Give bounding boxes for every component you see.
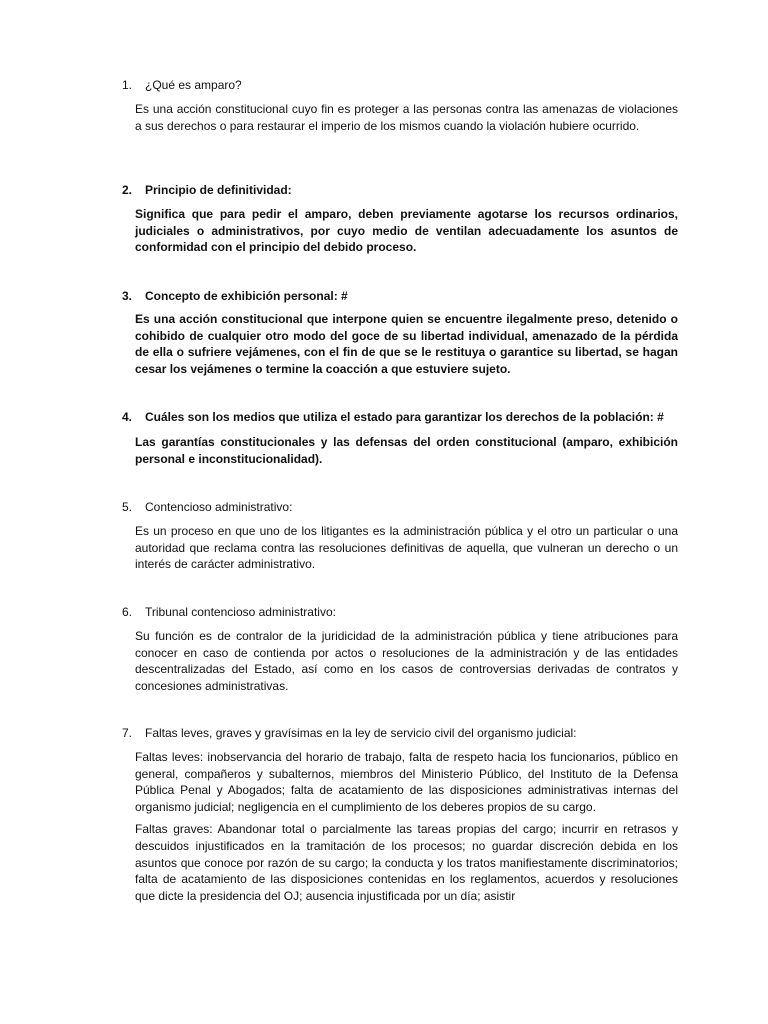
question-text: Tribunal contencioso administrativo: bbox=[145, 605, 336, 619]
question-3 bbox=[122, 288, 348, 304]
question-number: 7. bbox=[122, 726, 133, 740]
question-text: ¿Qué es amparo? bbox=[145, 78, 242, 92]
question-number: 6. bbox=[122, 605, 133, 619]
question-number: 3. bbox=[122, 289, 133, 303]
question-7 bbox=[122, 725, 577, 741]
answer-paragraph: Su función es de contralor de la juridicidad de la administración pública y tiene atribuciones para conocer en caso de contienda por actos o resoluciones de la administración y de las entidades descentralizadas del Estado, así como en los casos de controversias derivadas de contratos y concesiones administrativas. bbox=[135, 629, 678, 693]
answer-3 bbox=[135, 311, 678, 377]
answer-paragraph: Las garantías constitucionales y las defensas del orden constitucional (amparo, exhibición personal e inconstitucionalidad). bbox=[135, 435, 678, 466]
answer-2 bbox=[135, 206, 678, 256]
answer-paragraph: Es una acción constitucional cuyo fin es proteger a las personas contra las amenazas de violaciones a sus derechos o para restaurar el imperio de los mismos cuando la violación hubiere ocurrido. bbox=[135, 102, 678, 133]
question-number: 5. bbox=[122, 500, 133, 514]
answer-paragraph-leves: Faltas leves: inobservancia del horario de trabajo, falta de respeto hacia los funcionarios, público en general, compañeros y subalternos, miembros del Ministerio Público, del Instituto de la Defensa Pública Penal y Abogados; falta de acatamiento de las disposiciones administrativas internas del organismo judicial; negligencia en el cumplimiento de los deberes propios de su cargo. bbox=[135, 750, 678, 814]
answer-6 bbox=[135, 628, 678, 694]
question-text: Principio de definitividad: bbox=[145, 183, 292, 197]
answer-4 bbox=[135, 434, 678, 467]
question-text: Faltas leves, graves y gravísimas en la ley de servicio civil del organismo judicial: bbox=[145, 726, 577, 740]
question-number: 1. bbox=[122, 78, 133, 92]
answer-paragraph-graves: Faltas graves: Abandonar total o parcialmente las tareas propias del cargo; incurrir en retrasos y descuidos injustificados en la tramitación de los procesos; no guardar discreción debida en los asuntos que conoce por razón de su cargo; la conducta y los tratos manifiestamente discriminatorios; falta de acatamiento de las disposiciones contenidas en los reglamentos, acuerdos y resoluciones que dicte la presidencia del OJ; ausencia injustificada por un día; asistir bbox=[135, 822, 678, 903]
answer-5 bbox=[135, 523, 678, 573]
question-number: 2. bbox=[122, 183, 133, 197]
answer-paragraph: Significa que para pedir el amparo, deben previamente agotarse los recursos ordinarios, judiciales o administrativos, por cuyo medio de ventilan adecuadamente los asuntos de conformidad con el principio del debido proceso. bbox=[135, 207, 678, 255]
question-text: Concepto de exhibición personal: # bbox=[145, 289, 348, 303]
question-5 bbox=[122, 499, 292, 515]
answer-paragraph: Es un proceso en que uno de los litigantes es la administración pública y el otro un particular o una autoridad que reclama contra las resoluciones definitivas de aquella, que vulneran un derecho o un interés de carácter administrativo. bbox=[135, 524, 678, 572]
answer-1 bbox=[135, 101, 678, 134]
question-text: Contencioso administrativo: bbox=[145, 500, 293, 514]
answer-paragraph: Es una acción constitucional que interpone quien se encuentre ilegalmente preso, detenido o cohibido de cualquier otro modo del goce de su libertad individual, amenazado de la pérdida de ella o sufriere vejámenes, con el fin de que se le restituya o garantice su libertad, se hagan cesar los vejámenes o termine la coacción a que estuviere sujeto. bbox=[135, 312, 678, 376]
question-number: 4. bbox=[122, 410, 133, 424]
question-2 bbox=[122, 182, 292, 198]
answer-7 bbox=[135, 749, 678, 904]
question-text: Cuáles son los medios que utiliza el estado para garantizar los derechos de la población: # bbox=[145, 410, 664, 424]
question-4 bbox=[122, 409, 664, 425]
question-1 bbox=[122, 77, 242, 93]
question-6 bbox=[122, 604, 336, 620]
